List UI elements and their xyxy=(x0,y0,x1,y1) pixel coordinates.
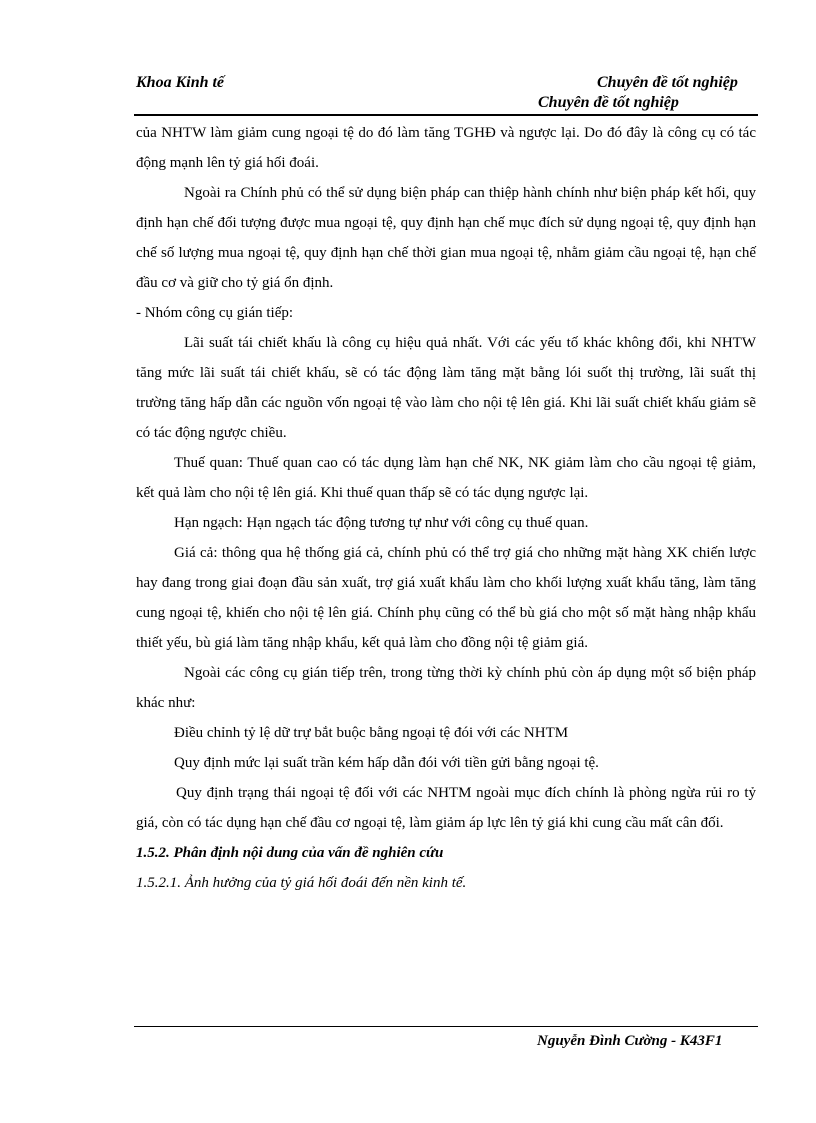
page-body xyxy=(136,118,756,898)
paragraph-discount-rate: Lãi suất tái chiết khấu là công cụ hiệu quả nhất. Với các yếu tố khác không đổi, khi NHTW tăng mức lãi suất tái chiết khấu, sẽ có tác động làm tăng mặt bằng lói suốt thị trường, lãi suất thị trường tăng hấp dẫn các nguồn vốn ngoại tệ vào làm cho nội tệ lên giá. Khi lãi suất chiết khấu giảm sẽ có tác động ngược chiều. xyxy=(136,335,756,441)
paragraph-tariffs: Thuế quan: Thuế quan cao có tác dụng làm hạn chế NK, NK giảm làm cho cầu ngoại tệ giảm, kết quả làm cho nội tệ lên giá. Khi thuế quan thấp sẽ có tác dụng ngược lại. xyxy=(136,455,756,501)
paragraph-administrative-measures: Ngoài ra Chính phủ có thể sử dụng biện pháp can thiệp hành chính như biện pháp kết hối, quy định hạn chế đối tượng được mua ngoại tệ, quy định hạn chế mục đích sử dụng ngoại tệ, quy định hạn chế số lượng mua ngoại tệ, quy định hạn chế thời gian mua ngoại tệ, nhằm giảm cầu ngoại tệ, hạn chế đầu cơ và giữ cho tỷ giá ổn định. xyxy=(136,185,756,291)
paragraph-continuation: của NHTW làm giảm cung ngoại tệ do đó làm tăng TGHĐ và ngược lại. Do đó đây là công cụ có tác động mạnh lên tỷ giá hối đoái. xyxy=(136,125,756,171)
paragraph-reserve-requirement: Điều chỉnh tỷ lệ dữ trự bắt buộc bằng ngoại tệ đói với các NHTM xyxy=(174,725,569,741)
header-document-type-repeat: Chuyên đề tốt nghiệp xyxy=(538,94,679,111)
paragraph-other-measures: Ngoài các công cụ gián tiếp trên, trong từng thời kỳ chính phủ còn áp dụng một số biện pháp khác như: xyxy=(136,665,756,711)
section-heading: 1.5.2. Phân định nội dung của vấn đề nghiên cứu xyxy=(136,845,444,861)
paragraph-fx-position: Quy định trạng thái ngoại tệ đối với các NHTM ngoài mục đích chính là phòng ngừa rủi ro tỷ giá, còn có tác dụng hạn chế đầu cơ ngoại tệ, làm giảm áp lực lên tỷ giá khi cung cầu mất cân đối. xyxy=(136,785,756,831)
footer-author: Nguyễn Đình Cường - K43F1 xyxy=(537,1033,723,1049)
paragraph-quotas: Hạn ngạch: Hạn ngạch tác động tương tự như với công cụ thuế quan. xyxy=(174,515,589,531)
header-department: Khoa Kinh tế xyxy=(136,74,225,91)
paragraph-prices: Giá cả: thông qua hệ thống giá cả, chính phủ có thể trợ giá cho những mặt hàng XK chiến lược hay đang trong giai đoạn đầu sản xuất, trợ giá xuất khẩu làm cho khối lượng xuất khẩu tăng, làm tăng cung ngoại tệ, khiến cho nội tệ lên giá. Chính phụ cũng có thể bù giá cho một số mặt hàng nhập khẩu thiết yếu, bù giá làm tăng nhập khẩu, kết quả làm cho đồng nội tệ giảm giá. xyxy=(136,545,756,651)
subsection-heading: 1.5.2.1. Ảnh hưởng của tỷ giá hối đoái đến nền kinh tế. xyxy=(136,875,467,891)
paragraph-indirect-tools-heading: - Nhóm công cụ gián tiếp: xyxy=(136,305,294,321)
header-document-type: Chuyên đề tốt nghiệp xyxy=(597,74,738,91)
paragraph-interest-ceiling: Quy định mức lại suất trần kém hấp dẫn đói với tiền gửi bằng ngoại tệ. xyxy=(174,755,599,771)
footer-rule xyxy=(134,1026,758,1027)
header-rule xyxy=(134,114,758,116)
